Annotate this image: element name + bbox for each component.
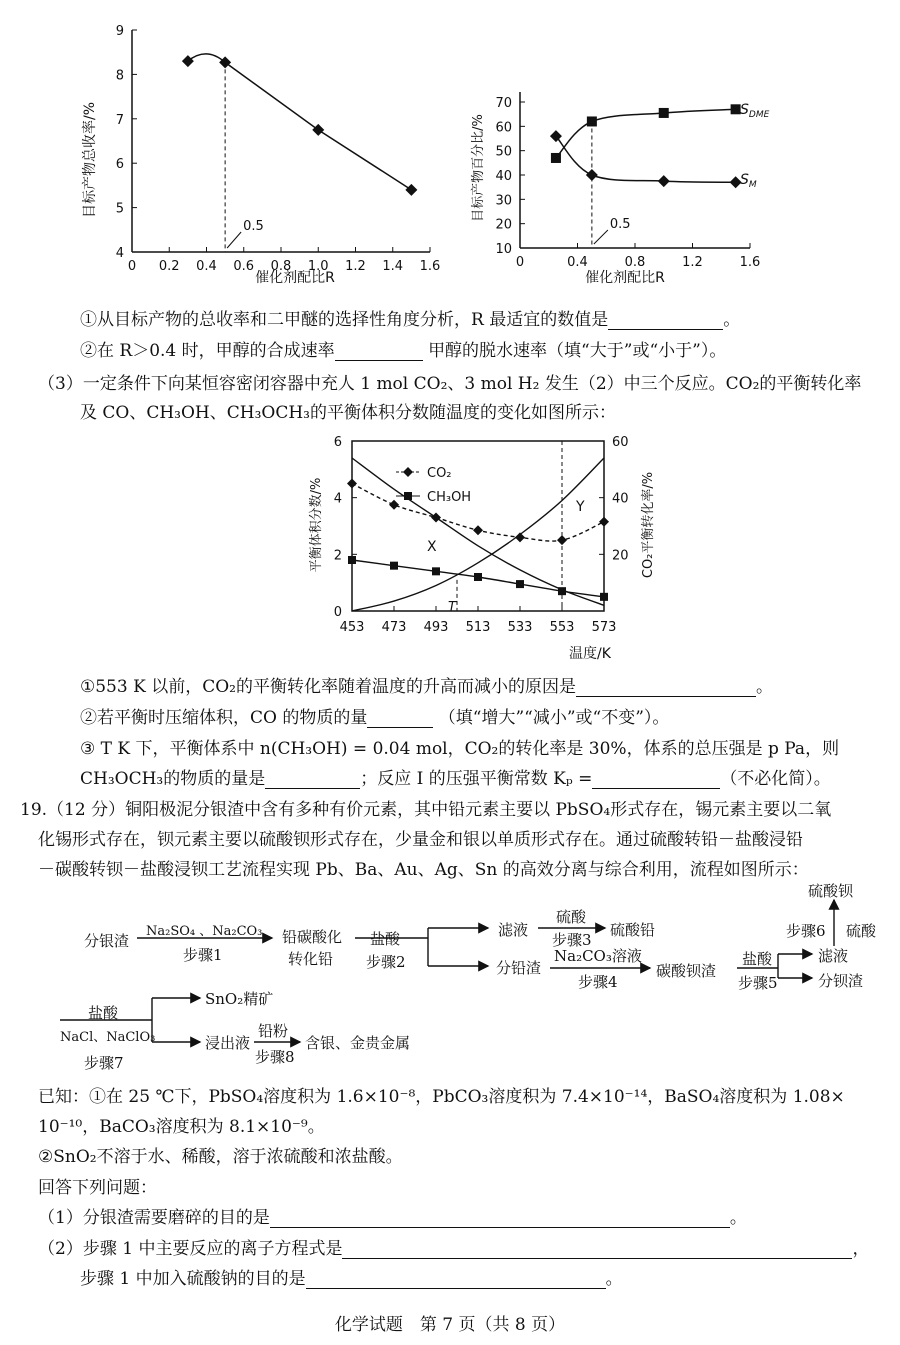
chart3-xlabel: 温度/K [569, 646, 611, 662]
step5-label: 步骤5 [738, 974, 778, 992]
step4-label: 步骤4 [578, 973, 618, 991]
chart1-annotation-arrow [227, 232, 241, 248]
node-precious-metals: 含银、金贵金属 [305, 1034, 411, 1052]
chart3-y-tick-label: 0 [333, 605, 342, 620]
chart1-x-tick-label: 1.4 [382, 259, 404, 274]
reagent-step5: 盐酸 [742, 950, 773, 968]
chart3-y2-tick-label: 40 [612, 491, 629, 507]
chart2-y-tick-label: 70 [495, 96, 512, 111]
reagent-step7-b: NaCl、NaClO₃ [60, 1030, 156, 1045]
answer-blank[interactable] [592, 770, 720, 789]
chart2-y-tick-label: 50 [495, 144, 512, 160]
chart1-y-tick-label: 5 [115, 201, 124, 217]
chart1-data-point [312, 124, 324, 136]
chart3-ch3oh-point [348, 556, 356, 564]
q19-line3: －碳酸转钡－盐酸浸钡工艺流程实现 Pb、Ba、Au、Ag、Sn 的高效分离与综合利用，流程如图所示： [38, 860, 809, 880]
chart3-co2-point [347, 479, 357, 489]
answer-blank[interactable] [270, 1209, 730, 1228]
chart3-co2-point [389, 500, 399, 510]
step8-label: 步骤8 [255, 1048, 295, 1066]
chart2-sdme-point [659, 108, 669, 118]
chart1-annotation: 0.5 [243, 219, 264, 234]
chart3-y2-tick-label: 60 [612, 435, 629, 450]
reagent-step4: Na₂CO₃溶液 [554, 947, 642, 965]
known1-line1: 已知：①在 25 ℃下，PbSO₄溶度积为 1.6×10⁻⁸，PbCO₃溶度积为 7.4×10⁻¹⁴，BaSO₄溶度积为 1.08× [38, 1087, 845, 1107]
chart2-xlabel: 催化剂配比R [585, 270, 665, 286]
answer-blank[interactable] [367, 709, 433, 728]
chart3-ch3oh-point [390, 562, 398, 570]
q3-3-line2: CH₃OCH₃的物质的量是 ；反应 Ⅰ 的压强平衡常数 Kₚ = （不必化简）。 [80, 769, 831, 789]
chart1-x-tick-label: 0 [127, 259, 137, 274]
chart-equilibrium [300, 425, 660, 670]
chart2-sm-line [556, 136, 736, 182]
node-leachate: 浸出液 [205, 1034, 251, 1052]
step7-label: 步骤7 [84, 1054, 124, 1072]
chart3-ch3oh-point [600, 593, 608, 601]
chart1-x-tick-label: 0.6 [233, 259, 255, 274]
chart2-sm-point [550, 130, 562, 142]
chart3-x-tick-label: 513 [465, 620, 491, 635]
reagent-step2: 盐酸 [370, 930, 401, 948]
chart1-x-tick-label: 0.2 [158, 259, 180, 274]
answer-heading: 回答下列问题： [38, 1178, 157, 1198]
q19-line2: 化锡形式存在，钡元素主要以硫酸钡形式存在，少量金和银以单质形式存在。通过硫酸转铅－盐酸浸铅 [38, 830, 803, 850]
chart1-xlabel: 催化剂配比R [255, 270, 335, 286]
legend-ch3oh: CH₃OH [427, 490, 472, 505]
known2-line: ②SnO₂不溶于水、稀酸，溶于浓硫酸和浓盐酸。 [38, 1147, 403, 1167]
chart2-x-tick-label: 0 [515, 255, 525, 270]
s2-line2: 步骤 1 中加入硫酸钠的目的是 。 [80, 1269, 623, 1289]
answer-blank[interactable] [608, 311, 723, 330]
t-label: T [448, 600, 456, 615]
chart1-y-tick-label: 7 [115, 112, 124, 128]
chart2-x-tick-label: 1.2 [682, 255, 703, 270]
answer-blank[interactable] [342, 1240, 852, 1259]
chart1-data-point [182, 55, 194, 67]
chart3-x-tick-label: 453 [339, 620, 365, 635]
sdme-label: $S_{DME}$ [740, 102, 770, 120]
chart3-y-tick-label: 4 [333, 491, 342, 507]
step1-label: 步骤1 [183, 946, 223, 964]
chart3-x-tick-label: 473 [381, 620, 407, 635]
q1-line: ①从目标产物的总收率和二甲醚的选择性角度分析，R 最适宜的数值是 。 [80, 310, 741, 330]
chart3-x-tick-label: 493 [423, 620, 449, 635]
legend-ch3oh-mark [404, 492, 412, 500]
chart2-y-tick-label: 10 [495, 242, 512, 257]
chart3-ylabel: 平衡体积分数/% [309, 477, 324, 573]
chart2-annotation: 0.5 [609, 217, 631, 232]
s1-line: （1）分银渣需要磨碎的目的是 。 [38, 1208, 747, 1228]
chart1-x-tick-label: 0.8 [270, 259, 292, 274]
node-barium-sulfate: 硫酸钡 [808, 882, 854, 900]
chart1-x-tick-label: 1.2 [345, 259, 366, 274]
node-barium-residue: 分钡渣 [818, 972, 864, 990]
chart3-co2-point [599, 517, 609, 527]
curve-y-label: Y [576, 499, 585, 515]
chart2-y-tick-label: 40 [495, 169, 512, 184]
chart1-x-tick-label: 1.0 [307, 259, 329, 274]
chart2-ylabel: 目标产物百分比/% [471, 114, 486, 222]
chart-product-percent [460, 60, 790, 300]
chart1-series-line [188, 54, 412, 190]
chart2-y-tick-label: 20 [495, 217, 512, 233]
node-lead-carbonation-2: 转化铅 [288, 950, 334, 968]
s2-line1: （2）步骤 1 中主要反应的离子方程式是 ， [38, 1239, 870, 1259]
chart3-y-tick-label: 2 [333, 548, 342, 564]
chart3-ch3oh-point [432, 567, 440, 575]
node-lead-sulfate: 硫酸铅 [610, 921, 656, 939]
chart3-y2label: CO₂平衡转化率/% [641, 471, 656, 579]
q3-3-line1: ③ T K 下，平衡体系中 n(CH₃OH) = 0.04 mol，CO₂的转化率是 30%，体系的总压强是 p Pa，则 [80, 739, 840, 759]
reagent-step1: Na₂SO₄ 、Na₂CO₃ [146, 924, 263, 939]
answer-blank[interactable] [306, 1270, 606, 1289]
legend-co2: CO₂ [427, 466, 452, 481]
reagent-step7-a: 盐酸 [88, 1004, 119, 1022]
chart2-x-tick-label: 0.8 [624, 255, 646, 270]
chart2-y-tick-label: 30 [495, 193, 512, 209]
chart2-annotation-arrow [594, 230, 608, 244]
answer-blank[interactable] [576, 678, 756, 697]
q2-line: ②在 R＞0.4 时，甲醇的合成速率 甲醇的脱水速率（填“大于”或“小于”）。 [80, 341, 727, 361]
chart3-co2-point [473, 525, 483, 535]
chart3-y2-tick-label: 20 [612, 548, 629, 564]
chart3-ch3oh-point [516, 580, 524, 588]
page-footer: 化学试题 第 7 页（共 8 页） [334, 1315, 566, 1335]
known1-line2: 10⁻¹⁰，BaCO₃溶度积为 8.1×10⁻⁹。 [38, 1117, 325, 1137]
node-filtrate: 滤液 [498, 921, 529, 939]
q3-1-line: ①553 K 以前，CO₂的平衡转化率随着温度的升高而减小的原因是 。 [80, 677, 773, 697]
answer-blank[interactable] [335, 342, 423, 361]
node-lead-carbonation-1: 铅碳酸化 [282, 928, 343, 946]
step6-label: 步骤6 [786, 922, 826, 940]
node-silver-residue: 分银渣 [84, 932, 130, 950]
chart3-x-tick-label: 533 [507, 620, 533, 635]
reagent-step3: 硫酸 [556, 908, 587, 926]
answer-blank[interactable] [265, 770, 360, 789]
chart2-y-tick-label: 60 [495, 120, 512, 136]
p3-line1: （3）一定条件下向某恒容密闭容器中充人 1 mol CO₂、3 mol H₂ 发生（2）中三个反应。CO₂的平衡转化率 [38, 374, 862, 394]
node-barium-carbonate: 碳酸钡渣 [656, 962, 717, 980]
node-lead-residue: 分铅渣 [496, 959, 542, 977]
chart2-sm-point [658, 175, 670, 187]
chart-total-yield [70, 10, 450, 300]
step3-label: 步骤3 [552, 931, 592, 949]
node-sno2-concentrate: SnO₂精矿 [205, 990, 274, 1008]
chart2-sdme-line [556, 109, 736, 158]
chart3-y-tick-label: 6 [333, 435, 342, 450]
chart1-y-tick-label: 6 [115, 157, 124, 173]
chart1-y-tick-label: 9 [115, 24, 124, 39]
chart2-x-tick-label: 0.4 [567, 255, 588, 270]
chart1-data-point [405, 184, 417, 196]
node-filtrate-2: 滤液 [818, 947, 849, 965]
curve-x-label: X [427, 539, 437, 555]
chart1-x-tick-label: 1.6 [419, 259, 441, 274]
chart1-y-tick-label: 8 [115, 68, 124, 84]
chart2-sdme-point [551, 153, 561, 163]
p3-line2: 及 CO、CH₃OH、CH₃OCH₃的平衡体积分数随温度的变化如图所示： [80, 403, 616, 423]
chart1-x-tick-label: 0.4 [196, 259, 217, 274]
q19-line1: 19.（12 分）铜阳极泥分银渣中含有多种有价元素，其中铅元素主要以 PbSO₄形式存在，锡元素主要以二氧 [20, 800, 832, 820]
legend-co2-mark [403, 467, 413, 477]
chart3-ch3oh-point [474, 573, 482, 581]
chart3-x-tick-label: 573 [591, 620, 617, 635]
reagent-step8: 铅粉 [258, 1022, 289, 1040]
reagent-step6: 硫酸 [846, 922, 877, 940]
sm-label: $S_M$ [740, 172, 757, 190]
chart1-ylabel: 目标产物总收率/% [82, 101, 98, 219]
chart1-y-tick-label: 4 [115, 246, 124, 261]
q3-2-line: ②若平衡时压缩体积，CO 的物质的量 （填“增大”“减小”或“不变”）。 [80, 708, 670, 728]
chart3-x-tick-label: 553 [549, 620, 575, 635]
chart2-x-tick-label: 1.6 [739, 255, 761, 270]
step2-label: 步骤2 [366, 953, 406, 971]
